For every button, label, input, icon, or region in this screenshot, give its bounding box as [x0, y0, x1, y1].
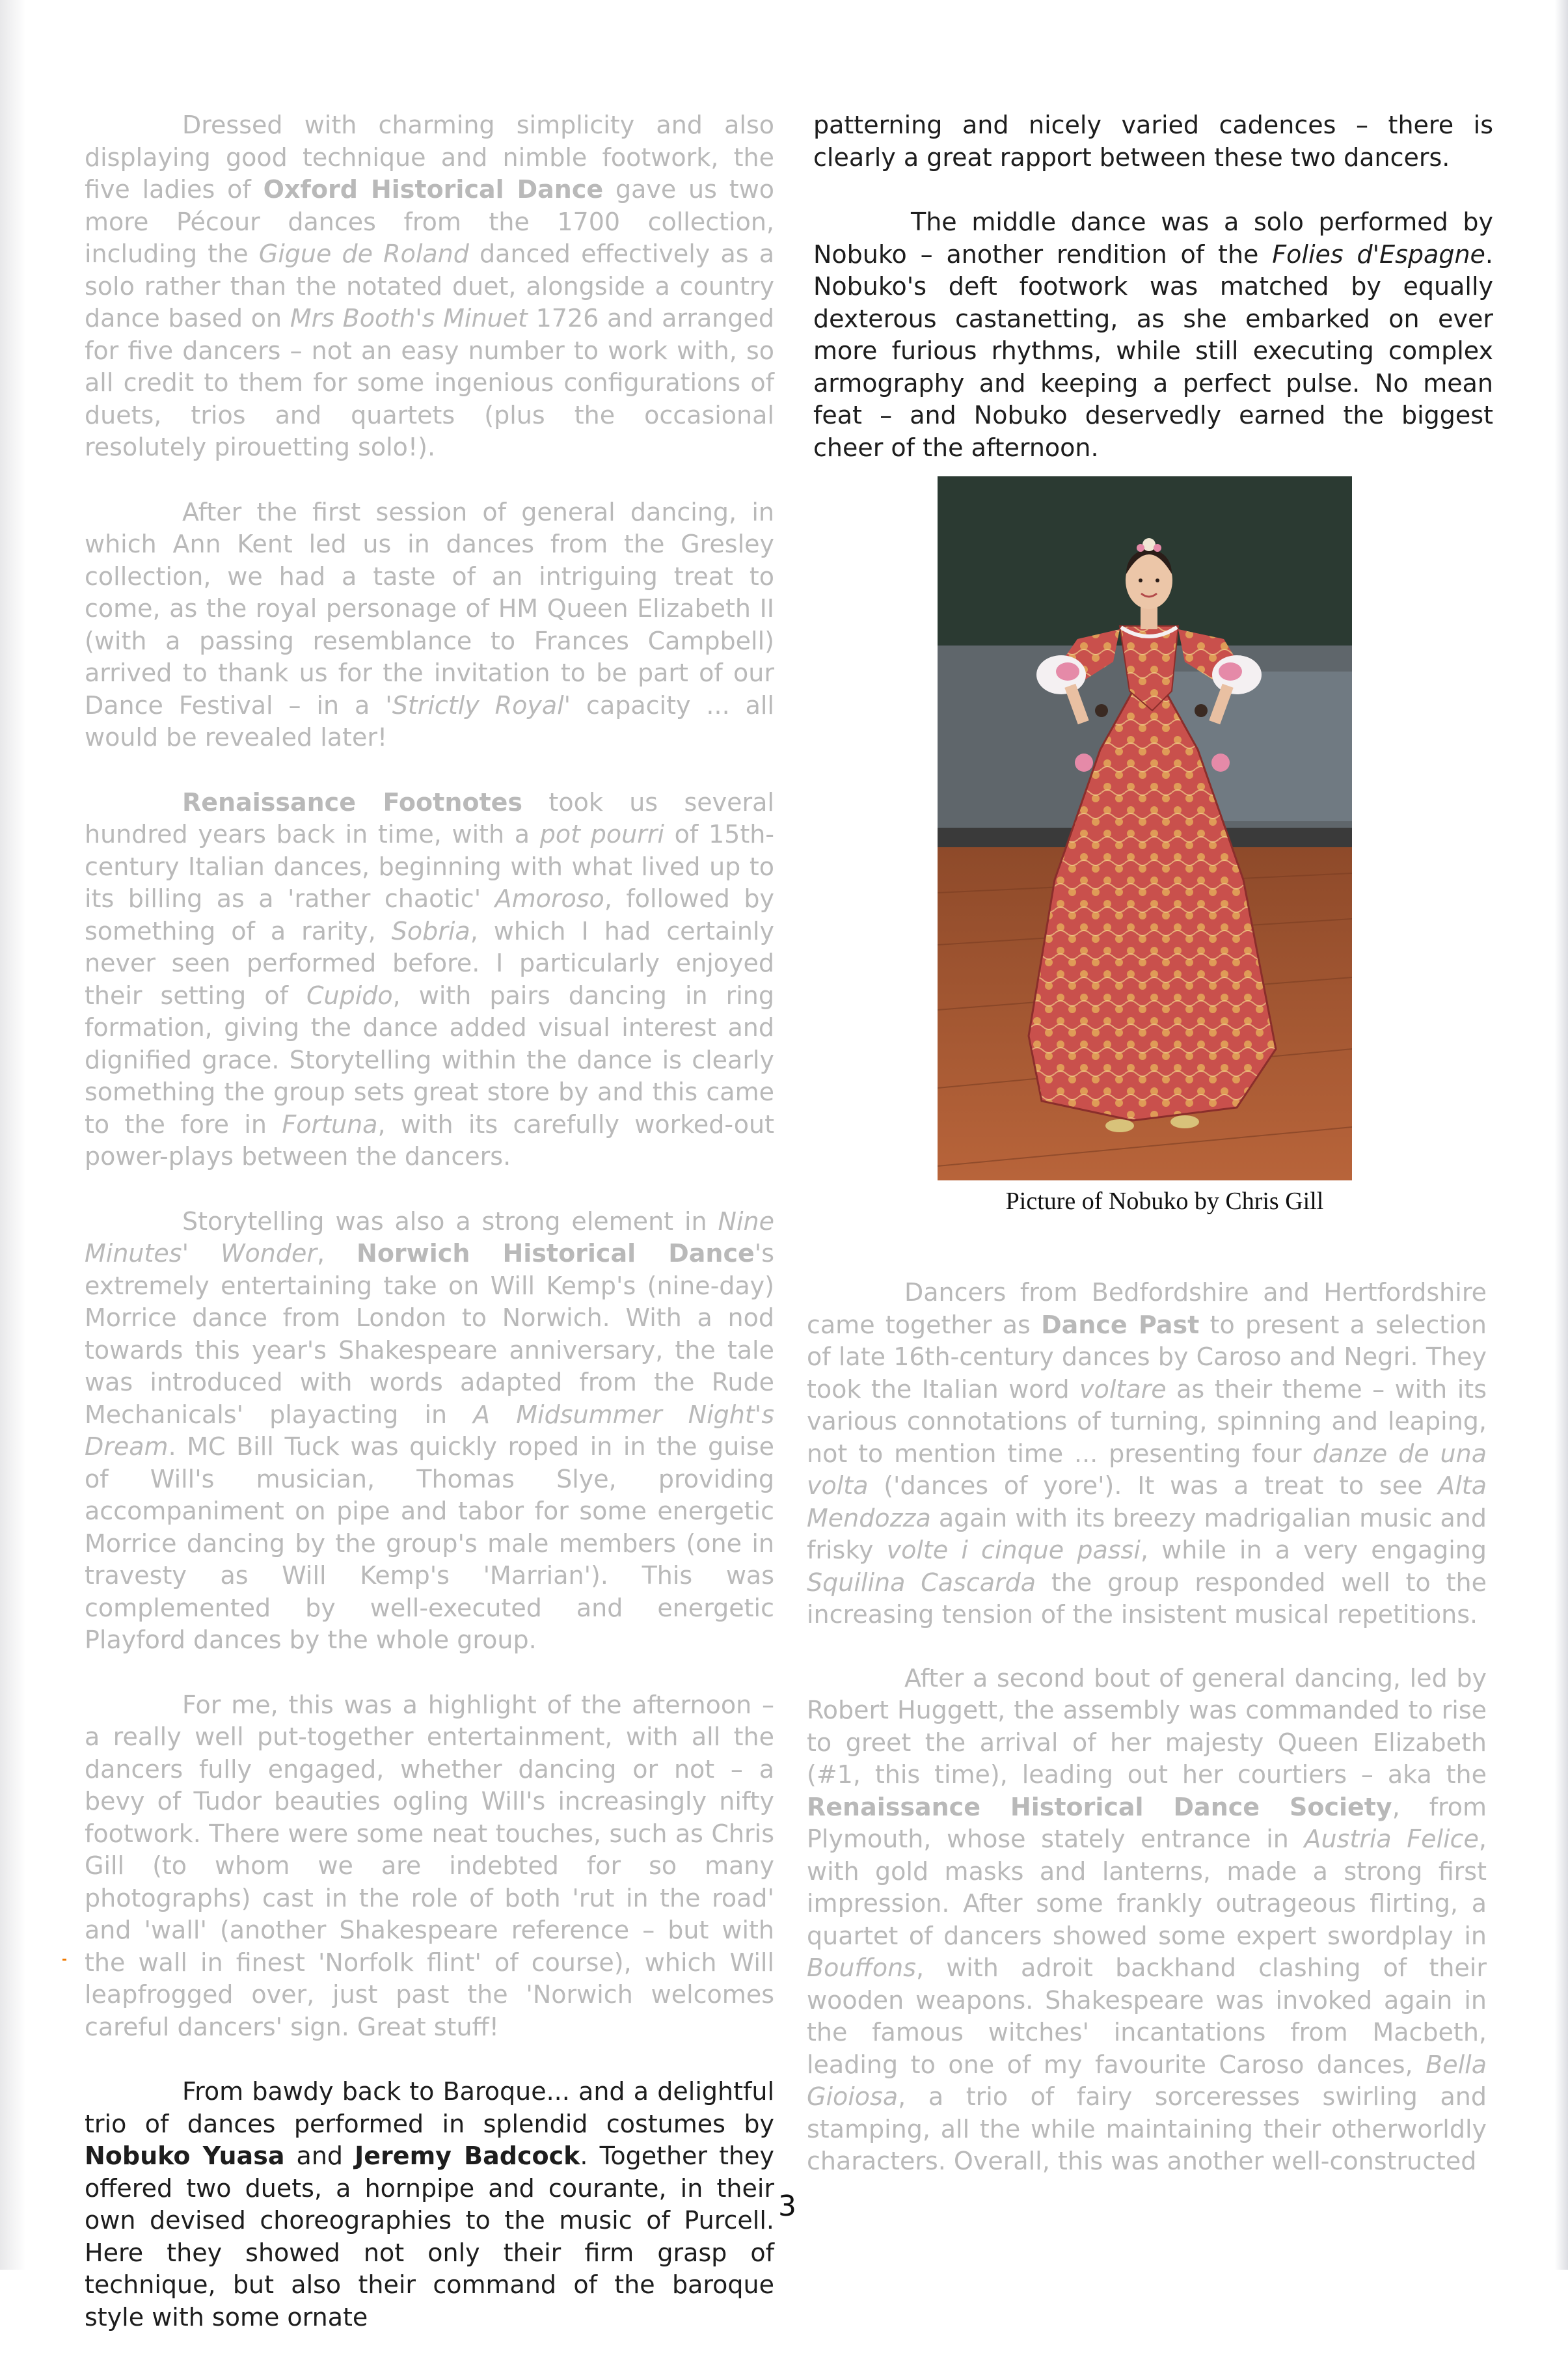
paragraph: Dressed with charming simplicity and also displaying good technique and nimble footwork, the five ladies of Oxford Historical Dance gave us two more Pécour dances from the 1700 collection, including the Gigue de Roland danced effectively as a solo rather than the notated duet, alongside a country dance based on Mrs Booth's Minuet 1726 and arranged for five dancers – not an easy number to work with, so all credit to them for some ingenious configurations of duets, trios and quartets (plus the occasional resolutely pirouetting solo!). [85, 111, 775, 461]
photo-caption: Picture of Nobuko by Chris Gill [1005, 1188, 1324, 1215]
page-number: 3 [778, 2190, 796, 2223]
paragraph: patterning and nicely varied cadences – there is clearly a great rapport between these two dancers. [813, 111, 1493, 172]
paragraph: Renaissance Footnotes took us several hundred years back in time, with a pot pourri of 15th-century Italian dances, beginning with what lived up to its billing as a 'rather chaotic' Amoroso, followed by something of a rarity, Sobria, which I had certainly never seen performed before. I particularly enjoyed their setting of Cupido, with pairs dancing in ring formation, giving the dance added visual interest and dignified grace. Storytelling within the dance is clearly something the group sets great store by and this came to the fore in Fortuna, with its carefully worked-out power-plays between the dancers. [85, 787, 775, 1171]
left-column [85, 109, 774, 2366]
paragraph: The middle dance was a solo performed by Nobuko – another rendition of the Folies d'Espagne. Nobuko's deft footwork was matched by equally dexterous castanetting, as she embarked on ever more furious rhythms, while still executing complex armography and keeping a perfect pulse. No mean feat – and Nobuko deservedly earned the biggest cheer of the afternoon. [813, 208, 1494, 462]
right-column-bottom [807, 1277, 1487, 2209]
paragraph: Storytelling was also a strong element in Nine Minutes' Wonder, Norwich Historical Dance's extremely entertaining take on Will Kemp's (nine-day) Morrice dance from London to Norwich. With a nod towards this year's Shakespeare anniversary, the tale was introduced with words adapted from the Rude Mechanicals' playacting in A Midsummer Night's Dream. MC Bill Tuck was quickly roped in in the guise of Will's musician, Thomas Slye, providing accompaniment on pipe and tabor for some energetic Morrice dancing by the group's male members (one in travesty as Will Kemp's 'Marrian'). This was complemented by well-executed and energetic Playford dances by the whole group. [85, 1206, 774, 1654]
paragraph: Dancers from Bedfordshire and Hertfordshire came together as Dance Past to present a selection of late 16th-century dances by Caroso and Negri. They took the Italian word voltare as their theme – with its various connotations of turning, spinning and leaping, not to mention time ... presenting four danze de una volta ('dances of yore'). It was a treat to see Alta Mendozza again with its breezy madrigalian music and frisky volte i cinque passi, while in a very engaging Squilina Cascarda the group responded well to the increasing tension of the insistent musical repetitions. [807, 1278, 1487, 1629]
paragraph: For me, this was a highlight of the afternoon – a really well put-together entertainment, with all the dancers fully engaged, whether dancing or not – a bevy of Tudor beauties ogling Will's increasingly nifty footwork. There were some neat touches, such as Chris Gill (to whom we are indebted for so many photographs) cast in the role of both 'rut in the road' and 'wall' (another Shakespeare reference – but with the wall in finest 'Norfolk flint' of course), which Will leapfrogged over, just past the 'Norwich welcomes careful dancers' sign. Great stuff! [85, 1690, 774, 2041]
right-column-top [813, 109, 1493, 496]
paragraph: From bawdy back to Baroque... and a delightful trio of dances performed in splendid costumes by Nobuko Yuasa and Jeremy Badcock. Together they offered two duets, a hornpipe and courante, in their own devised choreographies to the music of Purcell. Here they showed not only their firm grasp of technique, but also their command of the baroque style with some ornate [85, 2077, 774, 2332]
paragraph: After a second bout of general dancing, led by Robert Huggett, the assembly was commanded to rise to greet the arrival of her majesty Queen Elizabeth (#1, this time), leading out her courtiers – aka the Renaissance Historical Dance Society, from Plymouth, whose stately entrance in Austria Felice, with gold masks and lanterns, made a strong first impression. After some frankly outrageous flirting, a quartet of dancers showed some expert swordplay in Bouffons, with adroit backhand clashing of their wooden weapons. Shakespeare was invoked again in the famous witches' incantations from Macbeth, leading to one of my favourite Caroso dances, Bella Gioiosa, a trio of fairy sorceresses swirling and stamping, all the while maintaining their otherworldly characters. Overall, this was another well-constructed [807, 1663, 1487, 2175]
page-edge-shadow-right [1555, 0, 1568, 2270]
photo-nobuko [938, 476, 1352, 1180]
margin-mark [62, 1959, 66, 1961]
page-edge-shadow-left [0, 0, 26, 2270]
paragraph: After the first session of general dancing, in which Ann Kent led us in dances from the Gresley collection, we had a taste of an intriguing treat to come, as the royal personage of HM Queen Elizabeth II (with a passing resemblance to Frances Campbell) arrived to thank us for the invitation to be part of our Dance Festival – in a 'Strictly Royal' capacity ... all would be revealed later! [85, 497, 774, 752]
